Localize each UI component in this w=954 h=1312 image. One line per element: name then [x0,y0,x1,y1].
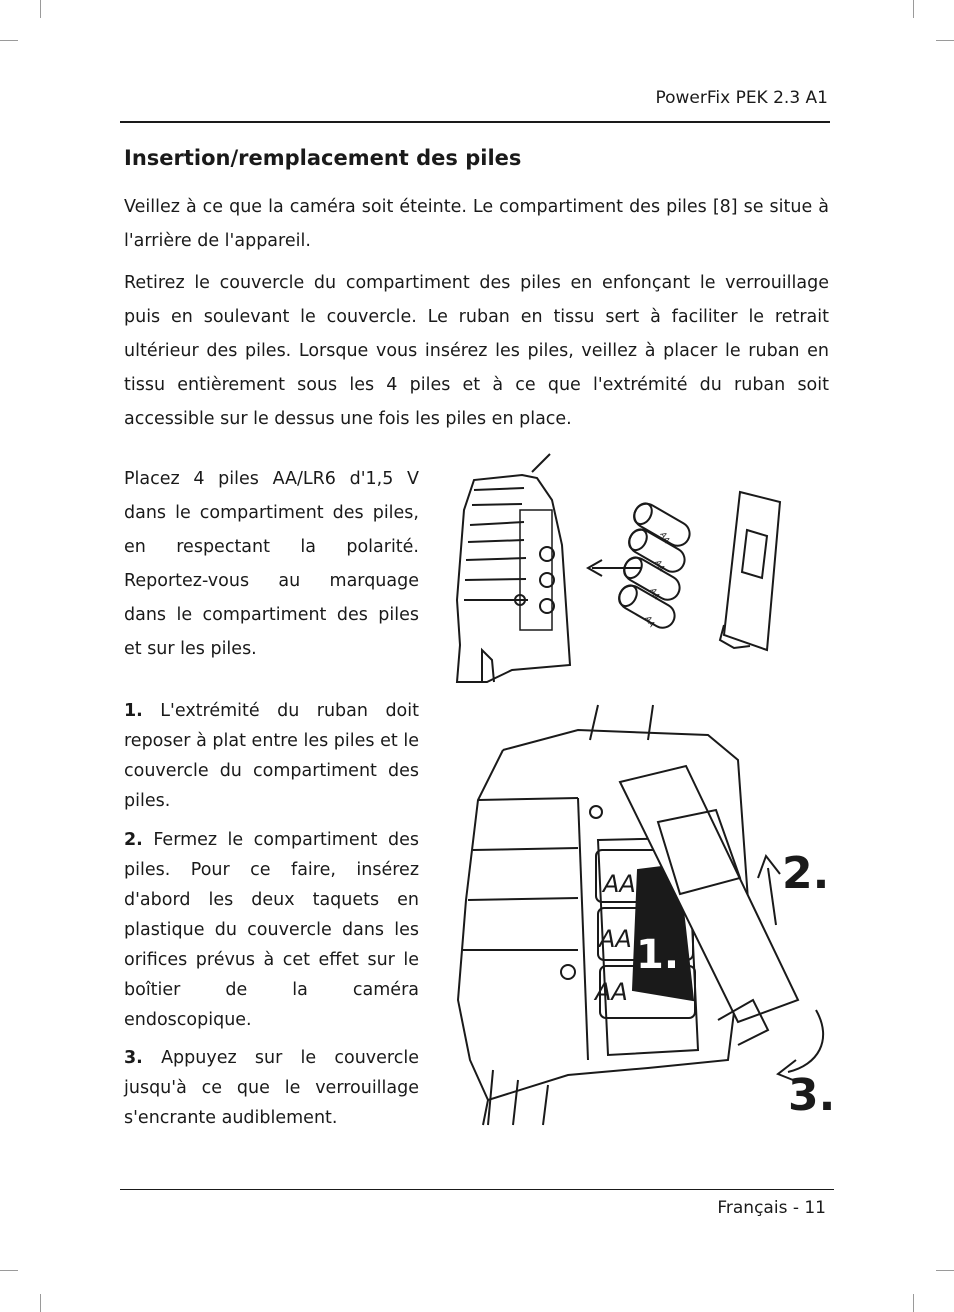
crop-mark [40,1294,41,1312]
step-text: Fermez le compartiment des piles. Pour ce faire, insérez d'abord les deux taquets en plastique du couvercle dans les orifices prévus à cet effet sur le boîtier de la caméra endoscopique. [124,830,419,1030]
battery-label: AA [658,530,672,545]
paragraph-remove-cover: Retirez le couvercle du compartiment des piles en enfonçant le verrouillage puis en soulevant le couvercle. Le ruban en tissu sert à faciliter le retrait ultérieur des piles. Lorsque vous insérez les piles, veillez à placer le ruban en tissu entièrement sous les 4 piles et à ce que l'extrémité du ruban soit accessible sur le dessus une fois les piles en place. [124,273,829,429]
step-3 [124,1043,419,1133]
step-number: 1. [124,701,143,721]
crop-mark [913,0,914,18]
callout-2: 2. [782,848,830,899]
step-2 [124,825,419,1035]
step-1 [124,696,419,816]
step-text: Appuyez sur le couvercle jusqu'à ce que le verrouillage s'encrante audiblement. [124,1048,419,1128]
footer-rule [120,1189,834,1190]
battery-label: AA [643,614,657,629]
step-number: 3. [124,1048,143,1068]
battery-cover [720,492,780,650]
header-rule [120,121,830,123]
battery-insertion-illustration [452,450,812,688]
cover-closing-illustration [448,700,838,1130]
crop-mark [936,1270,954,1271]
page-number: Français - 11 [717,1198,826,1218]
crop-mark [40,0,41,18]
battery-label: AA [599,925,632,953]
step-number: 2. [124,830,143,850]
battery-label: AA [648,586,662,601]
crop-mark [936,40,954,41]
insert-arrow [588,560,642,576]
callout-1: 1. [636,932,680,978]
battery-label: AA [603,870,636,898]
camera-body-back [457,454,570,682]
battery-label: AA [595,978,628,1006]
section-heading: Insertion/remplacement des piles [124,146,522,170]
paragraph-camera-off: Veillez à ce que la caméra soit éteinte. Le compartiment des piles [8] se situe à l'arrière de l'appareil. [124,197,829,251]
battery-label: AA [653,558,667,573]
running-header: PowerFix PEK 2.3 A1 [655,88,828,108]
batteries-group [615,499,694,632]
callout-3: 3. [788,1070,836,1121]
crop-mark [913,1294,914,1312]
crop-mark [0,1270,18,1271]
crop-mark [0,40,18,41]
step-text: L'extrémité du ruban doit reposer à plat entre les piles et le couvercle du compartiment des piles. [124,701,419,811]
paragraph-insert-batteries: Placez 4 piles AA/LR6 d'1,5 V dans le compartiment des piles, en respectant la polarité. Reportez-vous au marquage dans le compartiment des piles et sur les piles. [124,469,419,659]
arrow-up-icon [758,856,780,925]
